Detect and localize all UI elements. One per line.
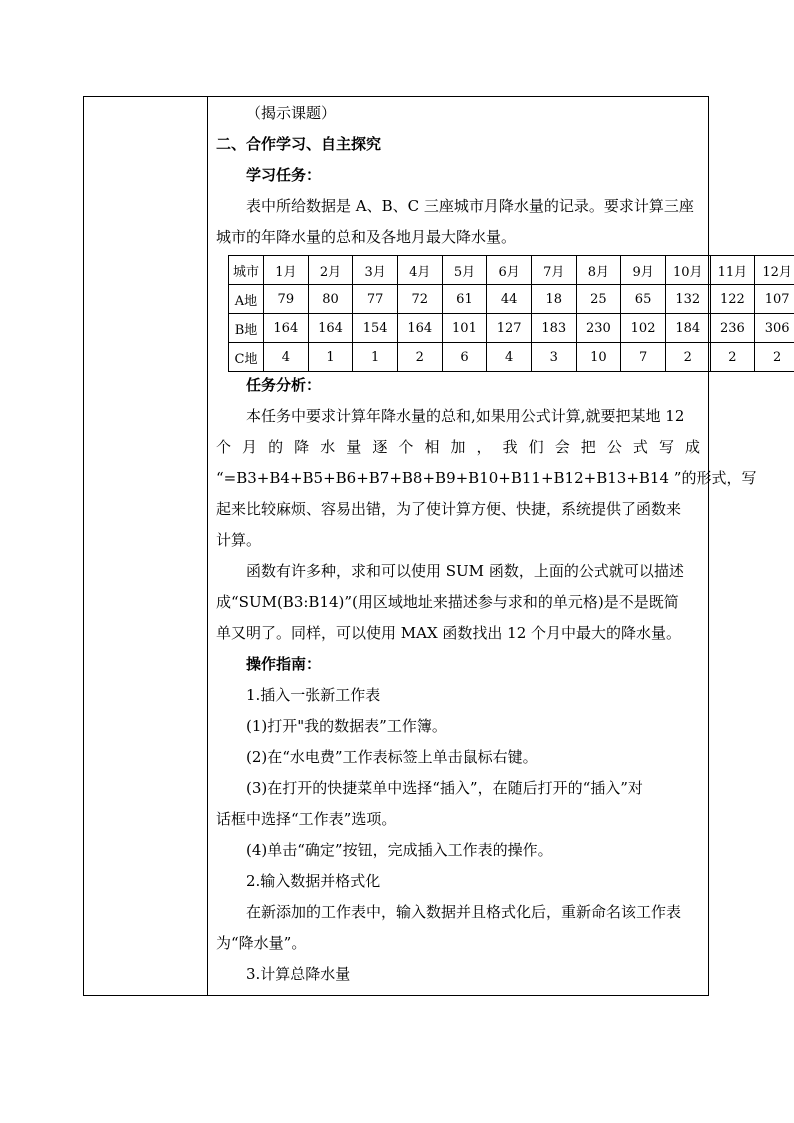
guide-heading: 操作指南： <box>246 655 322 673</box>
analysis-line-2: 个 月 的 降 水 量 逐 个 相 加 ， 我 们 会 把 公 式 写 成 <box>216 438 700 456</box>
step-1-substep-2: (2)在“水电费”工作表标签上单击鼠标右键。 <box>246 748 538 766</box>
table-cell: 154 <box>353 314 398 343</box>
step-1-substep-4: (4)单击“确定”按钮，完成插入工作表的操作。 <box>246 841 553 859</box>
table-row <box>229 314 794 343</box>
table-cell: 18 <box>531 285 576 314</box>
table-header-cell: 8月 <box>576 256 621 285</box>
table-cell: 6 <box>442 343 487 372</box>
table-header-cell: 1月 <box>264 256 309 285</box>
lesson-table-frame <box>83 96 792 996</box>
table-cell: 2 <box>755 343 794 372</box>
step-2-text-line-2: 为“降水量”。 <box>216 934 307 952</box>
table-row <box>229 285 794 314</box>
step-1-heading: 1.插入一张新工作表 <box>246 686 381 704</box>
table-cell: 164 <box>308 314 353 343</box>
function-line-2: 成“SUM(B3:B14)”(用区域地址来描述参与求和的单元格)是不是既简 <box>216 593 679 611</box>
table-cell: 132 <box>665 285 710 314</box>
table-cell: 127 <box>487 314 532 343</box>
table-header-cell: 5月 <box>442 256 487 285</box>
table-cell: 72 <box>397 285 442 314</box>
table-cell: 65 <box>621 285 666 314</box>
reveal-topic-line: （揭示课题） <box>246 104 337 122</box>
table-header-row <box>229 256 794 285</box>
table-header-cell: 4月 <box>397 256 442 285</box>
table-cell: 2 <box>710 343 755 372</box>
table-cell: 102 <box>621 314 666 343</box>
table-cell: 184 <box>665 314 710 343</box>
step-2-text-line-1: 在新添加的工作表中，输入数据并且格式化后，重新命名该工作表 <box>246 903 682 921</box>
function-line-3: 单又明了。同样，可以使用 MAX 函数找出 12 个月中最大的降水量。 <box>216 624 682 642</box>
task-heading: 学习任务： <box>246 166 322 184</box>
task-paragraph-line-1: 表中所给数据是 A、B、C 三座城市月降水量的记录。要求计算三座 <box>246 197 694 215</box>
table-cell: 61 <box>442 285 487 314</box>
table-row <box>229 343 794 372</box>
section-heading: 二、合作学习、自主探究 <box>216 135 382 153</box>
table-cell: 183 <box>531 314 576 343</box>
analysis-line-1: 本任务中要求计算年降水量的总和,如果用公式计算,就要把某地 12 <box>246 407 685 425</box>
table-cell: 4 <box>264 343 309 372</box>
table-cell: 2 <box>665 343 710 372</box>
table-cell: 25 <box>576 285 621 314</box>
table-cell: B地 <box>229 314 264 343</box>
table-cell: 107 <box>755 285 794 314</box>
step-1-substep-3-line-1: (3)在打开的快捷菜单中选择“插入”，在随后打开的“插入”对 <box>246 779 643 797</box>
table-header-cell: 11月 <box>710 256 755 285</box>
step-3-heading: 3.计算总降水量 <box>246 965 351 983</box>
table-cell: 164 <box>264 314 309 343</box>
table-cell: 80 <box>308 285 353 314</box>
table-cell: 7 <box>621 343 666 372</box>
table-cell: 79 <box>264 285 309 314</box>
table-header-cell: 2月 <box>308 256 353 285</box>
table-cell: 236 <box>710 314 755 343</box>
table-header-cell: 城市 <box>229 256 264 285</box>
table-cell: 101 <box>442 314 487 343</box>
table-cell: 2 <box>397 343 442 372</box>
table-header-cell: 12月 <box>755 256 794 285</box>
function-line-1: 函数有许多种，求和可以使用 SUM 函数，上面的公式就可以描述 <box>246 562 684 580</box>
table-header-cell: 10月 <box>665 256 710 285</box>
analysis-line-3: “=B3+B4+B5+B6+B7+B8+B9+B10+B11+B12+B13+B14 ”的形式，写 <box>216 469 757 487</box>
table-cell: 77 <box>353 285 398 314</box>
table-cell: 230 <box>576 314 621 343</box>
table-header-cell: 3月 <box>353 256 398 285</box>
table-header-cell: 7月 <box>531 256 576 285</box>
table-cell: C地 <box>229 343 264 372</box>
table-cell: 306 <box>755 314 794 343</box>
table-header-cell: 6月 <box>487 256 532 285</box>
step-2-heading: 2.输入数据并格式化 <box>246 872 381 890</box>
table-cell: A地 <box>229 285 264 314</box>
analysis-heading: 任务分析： <box>246 376 322 394</box>
table-cell: 44 <box>487 285 532 314</box>
table-cell: 122 <box>710 285 755 314</box>
step-1-substep-3-line-2: 话框中选择“工作表”选项。 <box>216 810 397 828</box>
table-header-cell: 9月 <box>621 256 666 285</box>
table-cell: 4 <box>487 343 532 372</box>
task-paragraph-line-2: 城市的年降水量的总和及各地月最大降水量。 <box>216 228 517 246</box>
rainfall-table <box>228 255 794 372</box>
step-1-substep-1: (1)打开"我的数据表”工作簿。 <box>246 717 447 735</box>
table-cell: 1 <box>308 343 353 372</box>
table-cell: 10 <box>576 343 621 372</box>
table-cell: 1 <box>353 343 398 372</box>
left-column-cell <box>84 97 208 995</box>
table-cell: 3 <box>531 343 576 372</box>
content-cell <box>208 97 792 995</box>
analysis-line-4: 起来比较麻烦、容易出错，为了使计算方便、快捷，系统提供了函数来 <box>216 500 682 518</box>
table-cell: 164 <box>397 314 442 343</box>
analysis-line-5: 计算。 <box>216 531 262 549</box>
